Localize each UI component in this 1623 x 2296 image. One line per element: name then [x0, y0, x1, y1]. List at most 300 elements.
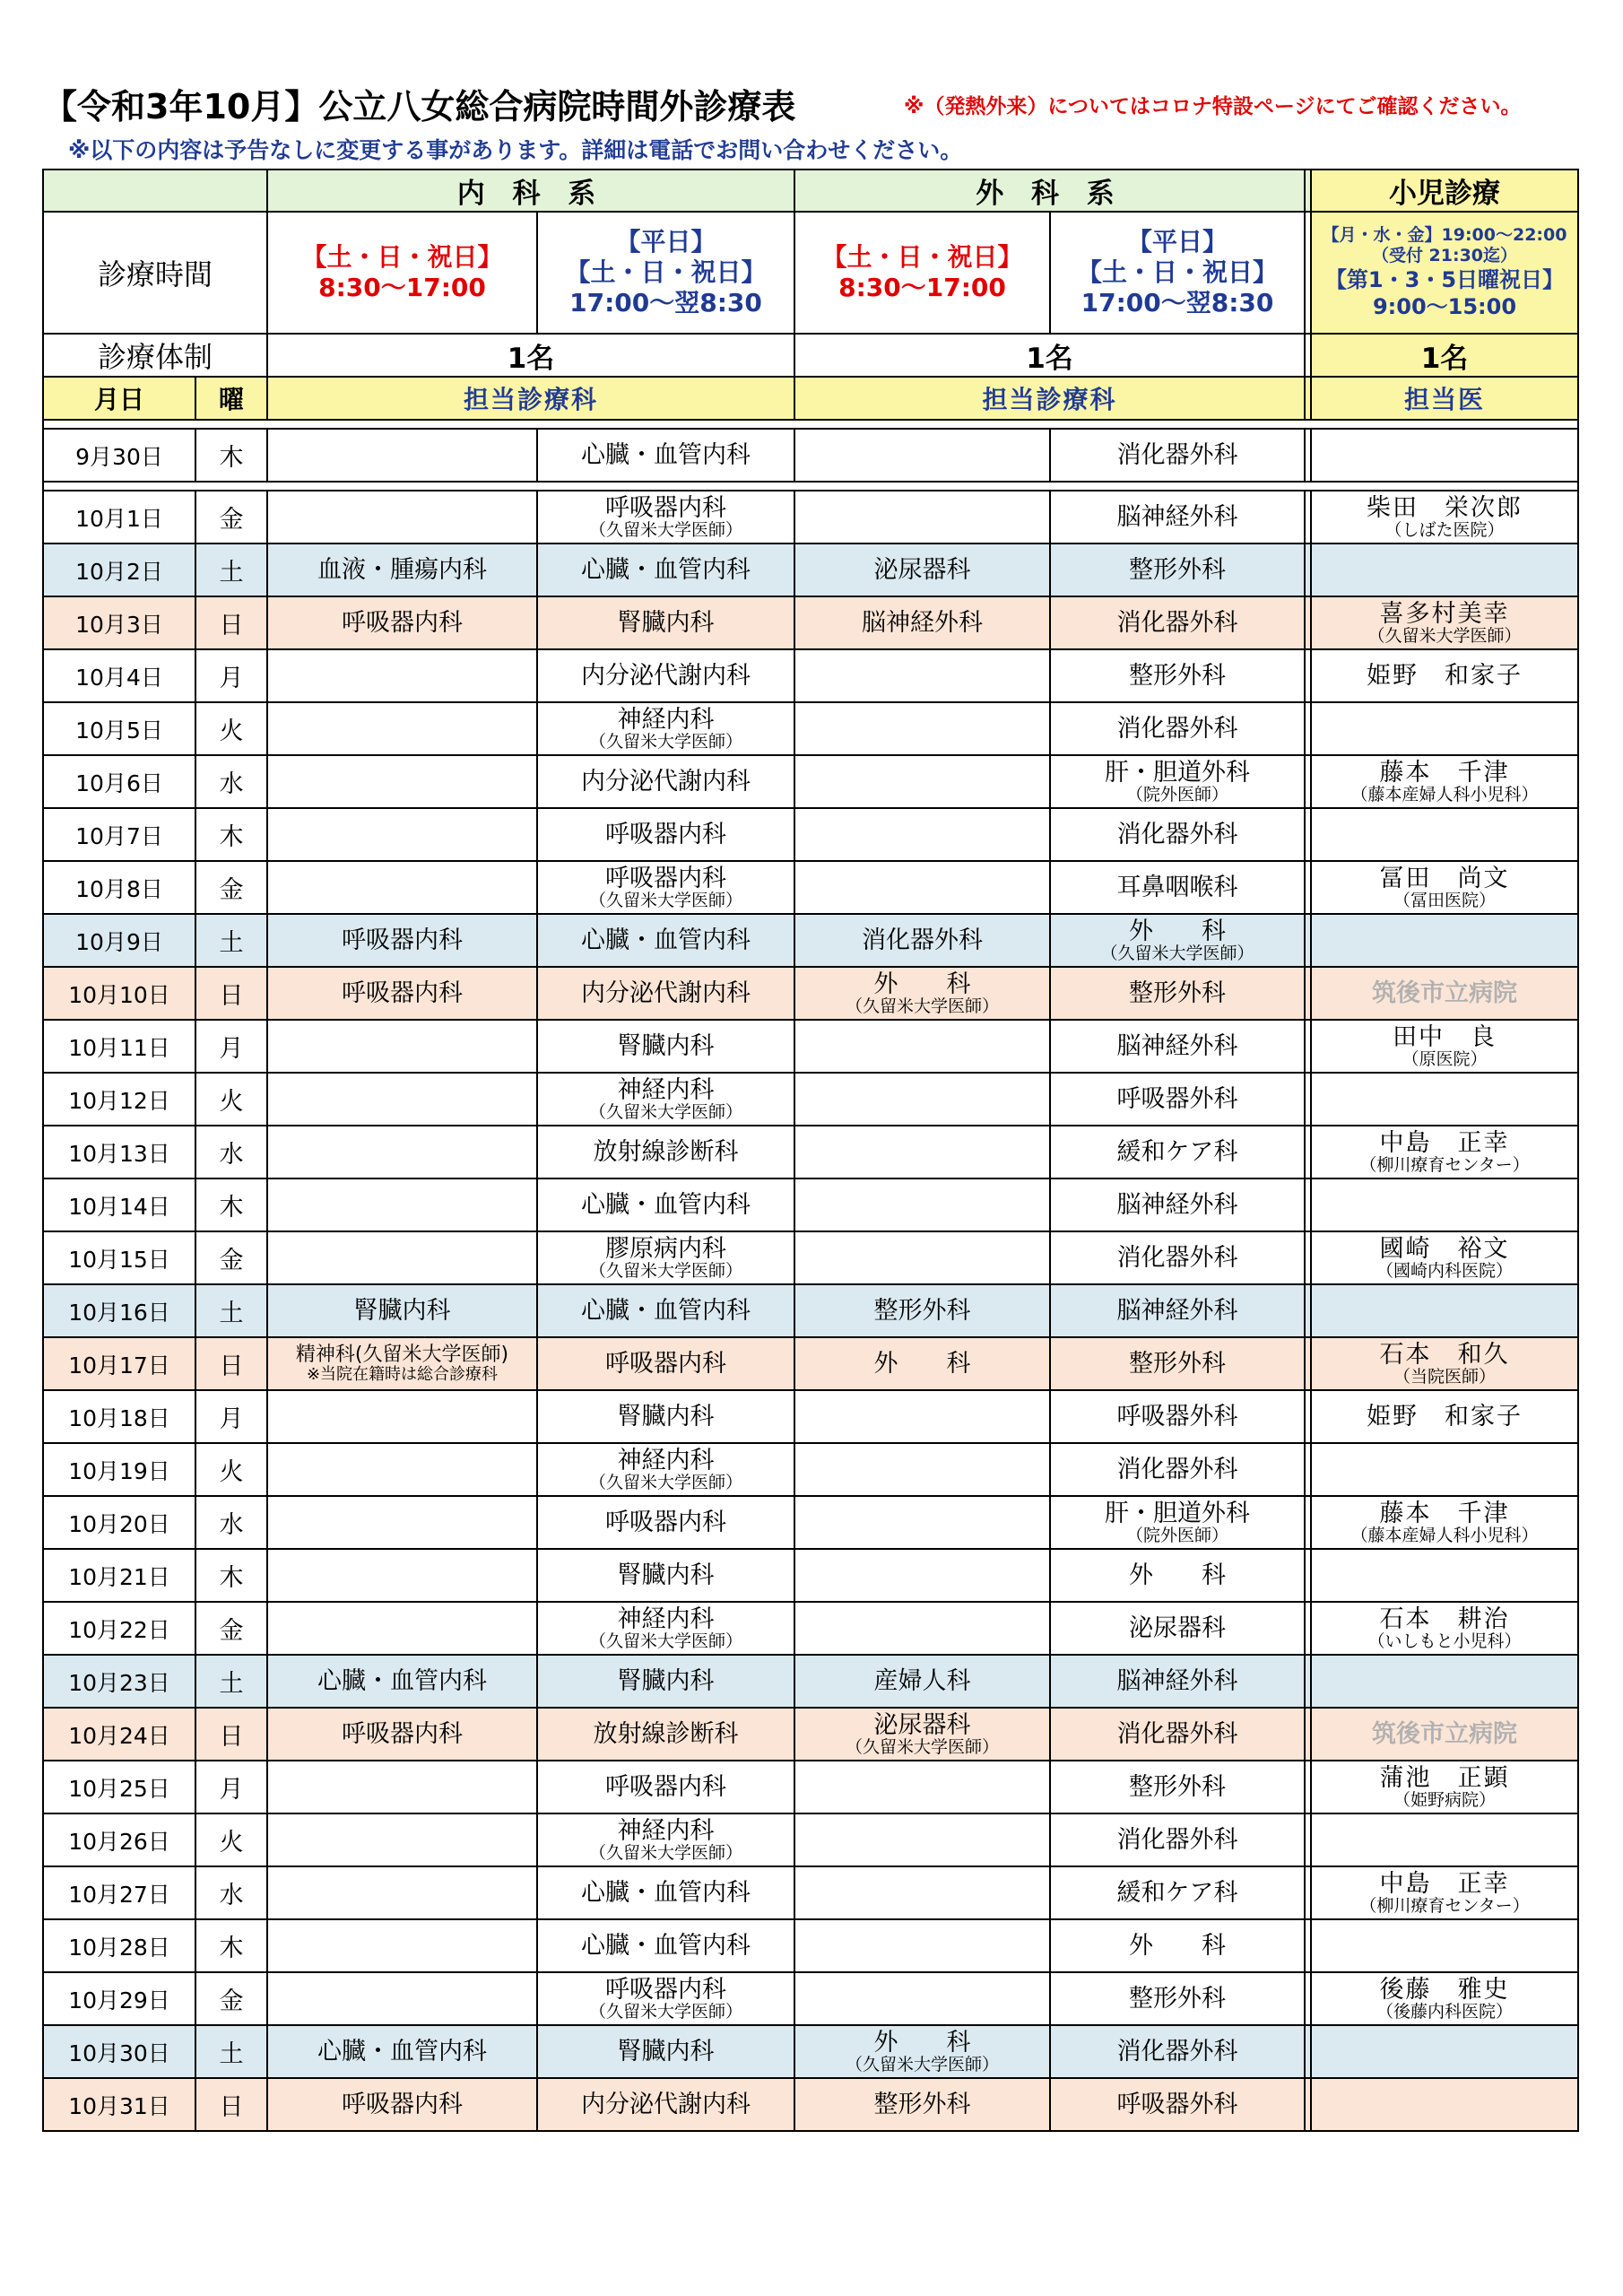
separator-cell	[1305, 1866, 1311, 1919]
naika-weekday-dept	[537, 967, 794, 1020]
naika-weekday-dept	[537, 1496, 794, 1549]
pediatric-doctor	[1311, 1549, 1578, 1602]
pediatric-doctor-clinic: （柳川療育センター）	[1359, 1895, 1530, 1916]
geka-weekday-dept	[1050, 1549, 1305, 1602]
spacer-cell	[43, 420, 1578, 429]
naika-weekday-dept	[537, 1708, 794, 1761]
naika-weekday-dept-name: 腎臓内科	[617, 1032, 715, 1060]
pediatric-doctor-name: 中島 正幸	[1379, 1869, 1510, 1898]
weekday-cell: 土	[195, 544, 267, 596]
naika-weekend-dept	[267, 1496, 537, 1549]
schedule-row	[43, 1655, 1578, 1708]
pediatric-doctor	[1311, 491, 1578, 544]
naika-weekday-dept	[537, 1073, 794, 1126]
weekday-cell: 金	[195, 1602, 267, 1655]
geka-weekend-dept-name: 外 科	[873, 2028, 971, 2057]
naika-weekday-dept	[537, 1443, 794, 1496]
staff-naika: 1名	[267, 334, 794, 377]
geka-weekday-dept	[1050, 1126, 1305, 1178]
weekday-cell: 土	[195, 914, 267, 967]
separator-cell	[1305, 377, 1311, 420]
pediatric-doctor-name: 藤本 千津	[1379, 1499, 1510, 1527]
naika-weekend-dept	[267, 702, 537, 755]
pediatric-doctor	[1311, 1020, 1578, 1073]
naika-weekday-dept-name: 心臓・血管内科	[581, 926, 751, 954]
geka-weekday-dept	[1050, 1602, 1305, 1655]
geka-weekend-dept	[794, 808, 1050, 861]
pediatric-hospital: 筑後市立病院	[1372, 1720, 1517, 1748]
naika-weekday-dept-name: 心臓・血管内科	[581, 1191, 751, 1219]
weekday-cell: 月	[195, 1020, 267, 1073]
pediatric-doctor	[1311, 596, 1578, 649]
separator-cell	[1305, 491, 1311, 544]
separator-cell	[1305, 914, 1311, 967]
staff-geka: 1名	[794, 334, 1305, 377]
naika-weekday-dept	[537, 649, 794, 702]
naika-weekday-dept-name: 心臓・血管内科	[581, 441, 751, 469]
geka-weekday-dept-name: 耳鼻咽喉科	[1116, 874, 1238, 901]
pediatric-doctor-name: 喜多村美幸	[1379, 599, 1510, 628]
pediatric-doctor	[1311, 1708, 1578, 1761]
geka-weekday-dept-name: 呼吸器外科	[1116, 1403, 1238, 1431]
schedule-row	[43, 1761, 1578, 1813]
naika-weekday-dept-name: 腎臓内科	[617, 1667, 715, 1695]
geka-weekday-dept-name: 消化器外科	[1116, 2038, 1238, 2066]
geka-weekday-dept-name: 緩和ケア科	[1116, 1879, 1238, 1907]
naika-weekday-dept-name: 内分泌代謝内科	[581, 979, 751, 1007]
naika-weekday-dept	[537, 1919, 794, 1972]
geka-weekday-dept	[1050, 2025, 1305, 2078]
naika-weekend-dept-name: 呼吸器内科	[342, 2091, 463, 2118]
weekday-cell: 日	[195, 967, 267, 1020]
separator-cell	[1305, 808, 1311, 861]
pediatric-doctor-name: 國崎 裕文	[1379, 1234, 1510, 1263]
date-cell: 10月8日	[43, 861, 195, 914]
separator-cell	[1305, 649, 1311, 702]
geka-weekday-dept-name: 整形外科	[1129, 1773, 1226, 1801]
geka-weekend-dept-name: 外 科	[873, 1350, 971, 1378]
geka-weekday-dept-name: 消化器外科	[1116, 1826, 1238, 1854]
pediatric-doctor-name: 田中 良	[1393, 1022, 1497, 1051]
geka-weekday-dept-name: 消化器外科	[1116, 715, 1238, 743]
naika-weekend-dept-name: 呼吸器内科	[342, 926, 463, 954]
naika-weekday-dept-name: 内分泌代謝内科	[581, 768, 751, 796]
naika-weekend-dept	[267, 914, 537, 967]
geka-group-header: 外 科 系	[794, 170, 1305, 212]
weekday-label: 【平日】	[1126, 227, 1228, 257]
weekday-cell: 日	[195, 2078, 267, 2131]
schedule-row	[43, 1549, 1578, 1602]
date-cell: 10月9日	[43, 914, 195, 967]
geka-weekday-dept-name: 泌尿器科	[1129, 1614, 1226, 1642]
naika-weekday-dept	[537, 491, 794, 544]
date-cell: 10月29日	[43, 1972, 195, 2025]
naika-weekday-dept-name: 腎臓内科	[617, 609, 715, 637]
naika-weekday-dept-name: 内分泌代謝内科	[581, 2091, 751, 2118]
schedule-row	[43, 1602, 1578, 1655]
date-cell: 10月30日	[43, 2025, 195, 2078]
geka-weekend-dept	[794, 1972, 1050, 2025]
date-cell: 10月10日	[43, 967, 195, 1020]
spacer-row	[43, 420, 1578, 429]
weekday-time: 17:00〜翌8:30	[569, 288, 762, 317]
naika-weekday-dept-name: 神経内科	[617, 1816, 715, 1845]
weekday-label: 【平日】	[615, 227, 716, 257]
geka-weekday-dept-name: 呼吸器外科	[1116, 2091, 1238, 2118]
geka-weekend-dept	[794, 1231, 1050, 1284]
pediatric-doctor	[1311, 1761, 1578, 1813]
pediatric-doctor-name: 石本 和久	[1379, 1340, 1510, 1369]
schedule-row	[43, 1866, 1578, 1919]
geka-weekend-dept	[794, 1708, 1050, 1761]
geka-weekend-dept	[794, 914, 1050, 967]
geka-weekday-dept-name: 呼吸器外科	[1116, 1085, 1238, 1113]
pediatric-doctor	[1311, 1813, 1578, 1866]
schedule-row	[43, 967, 1578, 1020]
date-cell: 10月25日	[43, 1761, 195, 1813]
naika-weekend-dept	[267, 649, 537, 702]
weekday-cell: 水	[195, 1866, 267, 1919]
separator-cell	[1305, 429, 1311, 482]
geka-weekend-dept-name: 泌尿器科	[873, 1710, 971, 1739]
separator-cell	[1305, 334, 1311, 377]
pediatric-doctor	[1311, 544, 1578, 596]
naika-weekend-dept	[267, 808, 537, 861]
separator-cell	[1305, 1972, 1311, 2025]
separator-cell	[1305, 1443, 1311, 1496]
naika-weekday-dept	[537, 861, 794, 914]
weekday-cell: 火	[195, 1443, 267, 1496]
pediatric-doctor	[1311, 1443, 1578, 1496]
geka-weekday-dept-name: 外 科	[1129, 1561, 1226, 1589]
geka-weekend-dept	[794, 1496, 1050, 1549]
schedule-row	[43, 544, 1578, 596]
weekday-cell: 水	[195, 1126, 267, 1178]
weekday-cell: 日	[195, 1708, 267, 1761]
col-dow-header: 曜	[195, 377, 267, 420]
naika-weekday-dept-name: 心臓・血管内科	[581, 1879, 751, 1907]
geka-weekday-dept-doctor-source: （院外医師）	[1125, 784, 1228, 804]
separator-cell	[1305, 861, 1311, 914]
naika-weekend-dept	[267, 755, 537, 808]
geka-weekend-dept	[794, 1337, 1050, 1390]
separator-cell	[1305, 1655, 1311, 1708]
naika-weekday-dept	[537, 429, 794, 482]
separator-cell	[1305, 1337, 1311, 1390]
pediatric-doctor	[1311, 861, 1578, 914]
separator-cell	[1305, 1761, 1311, 1813]
schedule-row	[43, 1813, 1578, 1866]
pediatric-doctor	[1311, 1126, 1578, 1178]
pediatric-doctor	[1311, 1972, 1578, 2025]
geka-weekday-dept-name: 脳神経外科	[1116, 503, 1238, 531]
corner-cell	[43, 170, 267, 212]
weekday-cell: 火	[195, 702, 267, 755]
date-cell: 10月12日	[43, 1073, 195, 1126]
date-cell: 10月17日	[43, 1337, 195, 1390]
ped-weekend-time: 9:00〜15:00	[1372, 294, 1517, 319]
date-cell: 10月15日	[43, 1231, 195, 1284]
geka-weekday-dept-doctor-source: （久留米大学医師）	[1100, 943, 1254, 963]
schedule-row	[43, 1443, 1578, 1496]
shoni-hours	[1311, 212, 1578, 334]
pediatric-doctor	[1311, 1919, 1578, 1972]
naika-weekday-dept-name: 放射線診断科	[593, 1720, 739, 1748]
naika-weekday-dept-name: 腎臓内科	[617, 1403, 715, 1431]
pediatric-doctor-name: 冨田 尚文	[1379, 864, 1510, 892]
date-cell: 10月31日	[43, 2078, 195, 2131]
date-cell: 10月1日	[43, 491, 195, 544]
schedule-row	[43, 1178, 1578, 1231]
pediatric-doctor-name: 姫野 和家子	[1367, 662, 1523, 690]
geka-weekend-dept	[794, 861, 1050, 914]
geka-weekday-dept	[1050, 702, 1305, 755]
geka-weekday-dept-name: 脳神経外科	[1116, 1191, 1238, 1219]
weekend-time: 8:30〜17:00	[318, 273, 486, 302]
pediatric-doctor	[1311, 649, 1578, 702]
geka-weekend-dept	[794, 1813, 1050, 1866]
geka-weekend-dept	[794, 1602, 1050, 1655]
geka-weekend-dept-doctor-source: （久留米大学医師）	[845, 2054, 999, 2074]
weekday-cell: 水	[195, 1496, 267, 1549]
staff-shoni: 1名	[1311, 334, 1578, 377]
naika-weekend-dept	[267, 1655, 537, 1708]
naika-weekday-dept	[537, 808, 794, 861]
naika-weekend-dept	[267, 1761, 537, 1813]
naika-weekend-dept-name: 腎臓内科	[353, 1297, 451, 1325]
pediatric-doctor-clinic: （当院医師）	[1393, 1366, 1496, 1387]
schedule-table	[42, 169, 1579, 2132]
weekday-time: 17:00〜翌8:30	[1081, 288, 1274, 317]
schedule-row	[43, 861, 1578, 914]
separator-cell	[1305, 1813, 1311, 1866]
geka-weekday-dept	[1050, 1073, 1305, 1126]
geka-weekday-dept-name: 整形外科	[1129, 556, 1226, 584]
geka-weekday-dept	[1050, 596, 1305, 649]
naika-weekday-hours	[537, 212, 794, 334]
naika-group-header: 内 科 系	[267, 170, 794, 212]
naika-weekday-dept-doctor-source: （久留米大学医師）	[588, 890, 742, 910]
naika-weekday-dept-doctor-source: （久留米大学医師）	[588, 1472, 742, 1492]
geka-weekend-dept	[794, 596, 1050, 649]
weekday-cell: 月	[195, 1390, 267, 1443]
naika-weekday-dept	[537, 1020, 794, 1073]
col-shoni-header: 担当医	[1311, 377, 1578, 420]
pediatric-doctor	[1311, 1073, 1578, 1126]
weekday-cell: 土	[195, 1655, 267, 1708]
naika-weekday-dept-doctor-source: （久留米大学医師）	[588, 731, 742, 752]
naika-weekend-dept	[267, 1972, 537, 2025]
geka-weekend-dept-doctor-source: （久留米大学医師）	[845, 1736, 999, 1757]
pediatric-doctor	[1311, 755, 1578, 808]
weekday-sub-label: 【土・日・祝日】	[565, 257, 767, 287]
ped-days: 【月・水・金】19:00〜22:00	[1322, 225, 1567, 245]
weekday-cell: 木	[195, 1919, 267, 1972]
naika-weekend-dept	[267, 1126, 537, 1178]
geka-weekday-dept	[1050, 1284, 1305, 1337]
geka-weekend-dept	[794, 1919, 1050, 1972]
geka-weekend-dept	[794, 967, 1050, 1020]
geka-weekday-dept	[1050, 2078, 1305, 2131]
geka-weekend-dept	[794, 1655, 1050, 1708]
separator-cell	[1305, 967, 1311, 1020]
weekday-cell: 金	[195, 1972, 267, 2025]
date-cell: 10月3日	[43, 596, 195, 649]
separator-cell	[1305, 702, 1311, 755]
naika-weekday-dept	[537, 702, 794, 755]
schedule-row	[43, 1284, 1578, 1337]
date-cell: 10月14日	[43, 1178, 195, 1231]
separator-cell	[1305, 1708, 1311, 1761]
naika-weekend-dept	[267, 1443, 537, 1496]
naika-weekend-dept	[267, 596, 537, 649]
geka-weekday-dept-name: 消化器外科	[1116, 1720, 1238, 1748]
geka-weekday-dept-name: 脳神経外科	[1116, 1297, 1238, 1325]
geka-weekday-dept	[1050, 1655, 1305, 1708]
col-naika-header: 担当診療科	[267, 377, 794, 420]
naika-weekend-dept	[267, 1231, 537, 1284]
geka-weekday-dept-name: 脳神経外科	[1116, 1667, 1238, 1695]
separator-cell	[1305, 755, 1311, 808]
naika-weekend-dept	[267, 1708, 537, 1761]
naika-weekday-dept-name: 放射線診断科	[593, 1138, 739, 1166]
geka-weekend-dept-doctor-source: （久留米大学医師）	[845, 996, 999, 1016]
geka-weekday-dept	[1050, 429, 1305, 482]
schedule-row	[43, 914, 1578, 967]
pediatric-doctor-clinic: （原医院）	[1402, 1048, 1488, 1069]
geka-weekday-dept	[1050, 544, 1305, 596]
naika-weekday-dept-name: 心臓・血管内科	[581, 556, 751, 584]
separator-cell	[1305, 1231, 1311, 1284]
geka-weekend-hours	[794, 212, 1050, 334]
pediatric-doctor	[1311, 1496, 1578, 1549]
separator-cell	[1305, 1126, 1311, 1178]
naika-weekday-dept-name: 呼吸器内科	[605, 1975, 726, 2004]
pediatric-doctor	[1311, 808, 1578, 861]
naika-weekday-dept-doctor-source: （久留米大学医師）	[588, 1260, 742, 1281]
weekday-cell: 木	[195, 1549, 267, 1602]
geka-weekend-dept-name: 外 科	[873, 970, 971, 998]
pediatric-doctor	[1311, 1655, 1578, 1708]
geka-weekend-dept	[794, 1761, 1050, 1813]
geka-weekday-dept	[1050, 1813, 1305, 1866]
pediatric-doctor-name: 蒲池 正顕	[1379, 1763, 1510, 1792]
separator-cell	[1305, 1496, 1311, 1549]
geka-weekend-dept	[794, 1126, 1050, 1178]
pediatric-doctor	[1311, 1390, 1578, 1443]
pediatric-doctor-clinic: （後藤内科医院）	[1376, 2001, 1513, 2022]
naika-weekday-dept	[537, 1231, 794, 1284]
pediatric-doctor-name: 姫野 和家子	[1367, 1403, 1523, 1431]
naika-weekday-dept	[537, 1602, 794, 1655]
schedule-row	[43, 596, 1578, 649]
geka-weekend-dept-name: 泌尿器科	[873, 556, 971, 584]
pediatric-doctor	[1311, 967, 1578, 1020]
naika-weekend-dept-name: 呼吸器内科	[342, 1720, 463, 1748]
schedule-row	[43, 1496, 1578, 1549]
naika-weekday-dept	[537, 1284, 794, 1337]
naika-weekday-dept-name: 腎臓内科	[617, 2038, 715, 2066]
geka-weekend-dept	[794, 1020, 1050, 1073]
geka-weekend-dept-name: 整形外科	[873, 2091, 971, 2118]
pediatric-doctor-clinic: （しばた医院）	[1384, 519, 1505, 540]
schedule-row	[43, 491, 1578, 544]
geka-weekend-dept-name: 産婦人科	[873, 1667, 971, 1695]
naika-weekday-dept-name: 心臓・血管内科	[581, 1932, 751, 1960]
geka-weekday-dept-name: 消化器外科	[1116, 441, 1238, 469]
date-cell: 10月24日	[43, 1708, 195, 1761]
pediatric-doctor-clinic: （姫野病院）	[1393, 1789, 1496, 1810]
naika-weekday-dept-name: 内分泌代謝内科	[581, 662, 751, 690]
date-cell: 10月28日	[43, 1919, 195, 1972]
weekday-cell: 火	[195, 1073, 267, 1126]
geka-weekday-dept-name: 緩和ケア科	[1116, 1138, 1238, 1166]
col-date-header: 月日	[43, 377, 195, 420]
naika-weekend-dept	[267, 544, 537, 596]
weekday-cell: 木	[195, 808, 267, 861]
weekday-cell: 金	[195, 491, 267, 544]
weekday-cell: 金	[195, 1231, 267, 1284]
geka-weekend-dept	[794, 491, 1050, 544]
geka-weekday-dept-name: 外 科	[1129, 1932, 1226, 1960]
geka-weekday-dept-name: 外 科	[1129, 917, 1226, 945]
pediatric-doctor-clinic: （冨田医院）	[1393, 890, 1496, 910]
pediatric-doctor-name: 石本 耕治	[1379, 1605, 1510, 1633]
geka-weekend-dept	[794, 702, 1050, 755]
date-cell: 10月21日	[43, 1549, 195, 1602]
geka-weekend-dept-name: 脳神経外科	[862, 609, 983, 637]
pediatric-hospital: 筑後市立病院	[1372, 979, 1517, 1007]
schedule-row	[43, 2025, 1578, 2078]
date-cell: 10月2日	[43, 544, 195, 596]
date-cell: 10月5日	[43, 702, 195, 755]
geka-weekday-dept-name: 整形外科	[1129, 1985, 1226, 2013]
geka-weekday-dept-name: 消化器外科	[1116, 1244, 1238, 1272]
geka-weekday-dept	[1050, 1390, 1305, 1443]
spacer-row	[43, 482, 1578, 491]
geka-weekend-dept	[794, 2025, 1050, 2078]
naika-weekend-dept	[267, 429, 537, 482]
geka-weekend-dept	[794, 429, 1050, 482]
naika-weekend-hours	[267, 212, 537, 334]
pediatric-doctor-clinic: （國崎内科医院）	[1376, 1260, 1513, 1281]
schedule-row	[43, 1337, 1578, 1390]
weekday-cell: 日	[195, 1337, 267, 1390]
geka-weekend-dept	[794, 1284, 1050, 1337]
naika-weekday-dept-doctor-source: （久留米大学医師）	[588, 2001, 742, 2022]
naika-weekday-dept-name: 神経内科	[617, 1075, 715, 1104]
col-geka-header: 担当診療科	[794, 377, 1305, 420]
geka-weekend-dept	[794, 1390, 1050, 1443]
schedule-row	[43, 1390, 1578, 1443]
separator-cell	[1305, 1178, 1311, 1231]
pediatric-doctor	[1311, 2025, 1578, 2078]
pediatric-doctor-clinic: （藤本産婦人科小児科）	[1350, 784, 1539, 804]
geka-weekday-dept	[1050, 1337, 1305, 1390]
weekday-cell: 土	[195, 2025, 267, 2078]
pediatric-doctor	[1311, 914, 1578, 967]
geka-weekday-dept	[1050, 1972, 1305, 2025]
change-notice: ※以下の内容は予告なしに変更する事があります。詳細は電話でお問い合わせください。	[68, 137, 963, 163]
geka-weekday-dept	[1050, 1761, 1305, 1813]
separator-cell	[1305, 1020, 1311, 1073]
naika-weekend-dept	[267, 491, 537, 544]
naika-weekday-dept	[537, 1761, 794, 1813]
geka-weekday-dept	[1050, 1231, 1305, 1284]
schedule-row	[43, 1231, 1578, 1284]
naika-weekday-dept	[537, 1337, 794, 1390]
ped-reception: （受付 21:30迄）	[1371, 246, 1518, 265]
